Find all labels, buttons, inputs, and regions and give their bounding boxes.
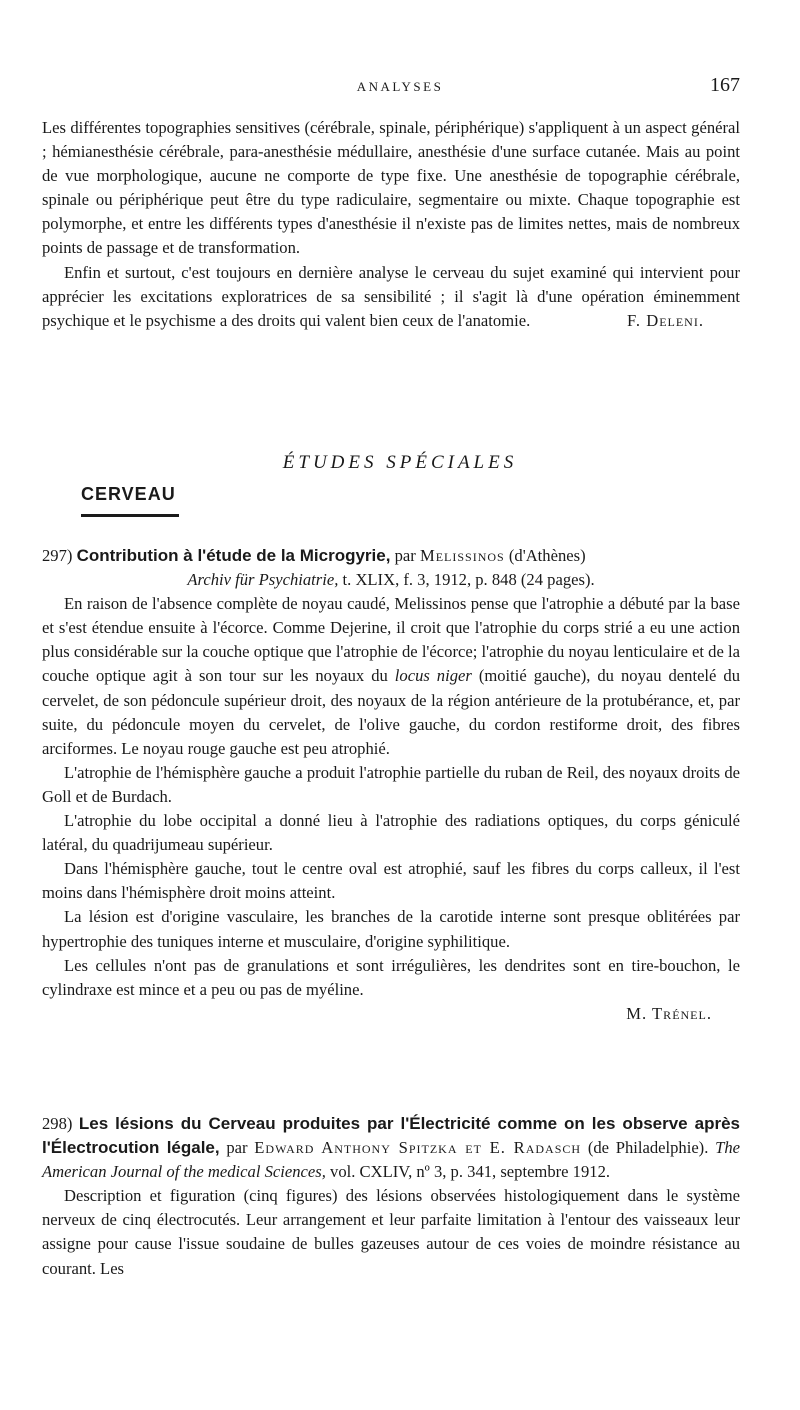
article-297-author: Melissinos bbox=[419, 546, 505, 565]
review-paragraph-2 bbox=[42, 261, 740, 333]
article-298-authors: Edward Anthony Spitzka et E. Radasch bbox=[254, 1138, 582, 1158]
article-297-affiliation: (d'Athènes) bbox=[508, 546, 586, 565]
article-297-paragraph-3: L'atrophie du lobe occipital a donné lieu à l'atrophie des radiations optiques, du corps géniculé latéral, du quadrijumeau supérieur. bbox=[42, 811, 740, 855]
article-298-citation: vol. CXLIV, nº 3, p. 341, septembre 1912. bbox=[330, 1162, 611, 1182]
review-signature: F. Deleni. bbox=[627, 310, 704, 330]
running-title: ANALYSES bbox=[356, 79, 444, 94]
article-298-number: 298) bbox=[42, 1114, 73, 1133]
article-297-paragraph-6: Les cellules n'ont pas de granulations et sont irrégulières, les dendrites sont en tire-bouchon, le cylindraxe est mince et a peu ou pas de myéline. bbox=[42, 955, 740, 999]
subsection-heading: CERVEAU bbox=[81, 484, 176, 504]
heading-rule bbox=[81, 514, 179, 517]
article-298 bbox=[42, 1112, 740, 1281]
review-paragraph-1: Les différentes topographies sensitives (cérébrale, spinale, périphérique) s'appliquent à un aspect général ; hémianesthésie cérébrale, para-anesthésie médullaire, anesthésie d'une surface cutanée. Mais au point de vue morphologique, aucune ne comporte de type fixe. Une anesthésie de topographie cérébrale, spinale ou périphérique peut être du type radiculaire, segmentaire ou mixte. Chaque topographie est polymorphe, et entre les différents types d'anesthésie il n'existe pas de limites nettes, mais de nombreux points de passage et de transformation. bbox=[42, 118, 740, 258]
article-298-journal: The American Journal of the medical Sciences, bbox=[42, 1138, 740, 1182]
article-297-citation-line bbox=[42, 568, 740, 592]
article-297-journal: Archiv für Psychiatrie, bbox=[187, 570, 339, 590]
article-297-heading bbox=[42, 544, 740, 568]
article-297-signature: M. Trénel. bbox=[626, 1003, 712, 1023]
article-297-paragraph-5: La lésion est d'origine vasculaire, les branches de la carotide interne sont presque oblitérées par hypertrophie des tuniques interne et musculaire, d'origine syphilitique. bbox=[42, 907, 740, 951]
previous-review bbox=[42, 116, 740, 333]
review-paragraph-2-text: Enfin et surtout, c'est toujours en dernière analyse le cerveau du sujet examiné qui intervient pour apprécier les excitations exploratrices de sa sensibilité ; il s'agit là d'une opération éminemment psychique et le psychisme a des droits qui valent bien ceux de l'anatomie. bbox=[42, 262, 740, 330]
article-297-paragraph-4: Dans l'hémisphère gauche, tout le centre oval est atrophié, sauf les fibres du corps calleux, il l'est moins dans l'hémisphère droit moins atteint. bbox=[42, 859, 740, 903]
section-heading: ÉTUDES SPÉCIALES bbox=[282, 452, 518, 473]
article-298-affiliation: (de Philadelphie). bbox=[587, 1138, 709, 1158]
article-298-heading bbox=[42, 1112, 740, 1184]
article-297-paragraph-1: En raison de l'absence complète de noyau caudé, Melissinos pense que l'atrophie a débuté par la base et s'est étendue ensuite à l'écorce. Comme Dejerine, il croit que l'atrophie du corps strié a eu une action plus considérable sur la couche optique que l'atrophie de l'écorce; l'atrophie du noyau lenticulaire et de la couche optique agit à son tour sur les noyaux du locus niger (moitié gauche), du noyau dentelé du cervelet, de son pédoncule supérieur droit, des noyaux de la région antérieure de la protubérance, et, par suite, du pédoncule moyen du cervelet, de l'olive gauche, du cordon restiforme droit, des fibres arciformes. Le noyau rouge gauche est peu atrophié. bbox=[42, 594, 740, 758]
page-header bbox=[0, 74, 800, 102]
article-297-author-prefix: par bbox=[394, 546, 416, 565]
article-297-paragraph-2: L'atrophie de l'hémisphère gauche a produit l'atrophie partielle du ruban de Reil, des noyaux droits de Goll et de Burdach. bbox=[42, 762, 740, 806]
article-297 bbox=[42, 544, 740, 1026]
article-298-title: Les lésions du Cerveau produites par l'Électricité comme on les observe après l'Électrocution légale, bbox=[42, 1114, 740, 1158]
page-number: 167 bbox=[710, 74, 740, 96]
article-298-paragraph-1: Description et figuration (cinq figures) des lésions observées histologiquement dans le système nerveux de cinq électrocutés. Leur arrangement et leur parfaite limitation à l'entour des vaisseaux leur assigne pour cause l'issue soudaine de bulles gazeuses autour de ces voies de moindre résistance au courant. Les bbox=[42, 1186, 740, 1278]
article-297-title: Contribution à l'étude de la Microgyrie, bbox=[76, 546, 391, 565]
article-297-citation: t. XLIX, f. 3, 1912, p. 848 (24 pages). bbox=[342, 570, 595, 590]
article-297-number: 297) bbox=[42, 546, 73, 565]
article-298-author-prefix: par bbox=[226, 1138, 248, 1158]
